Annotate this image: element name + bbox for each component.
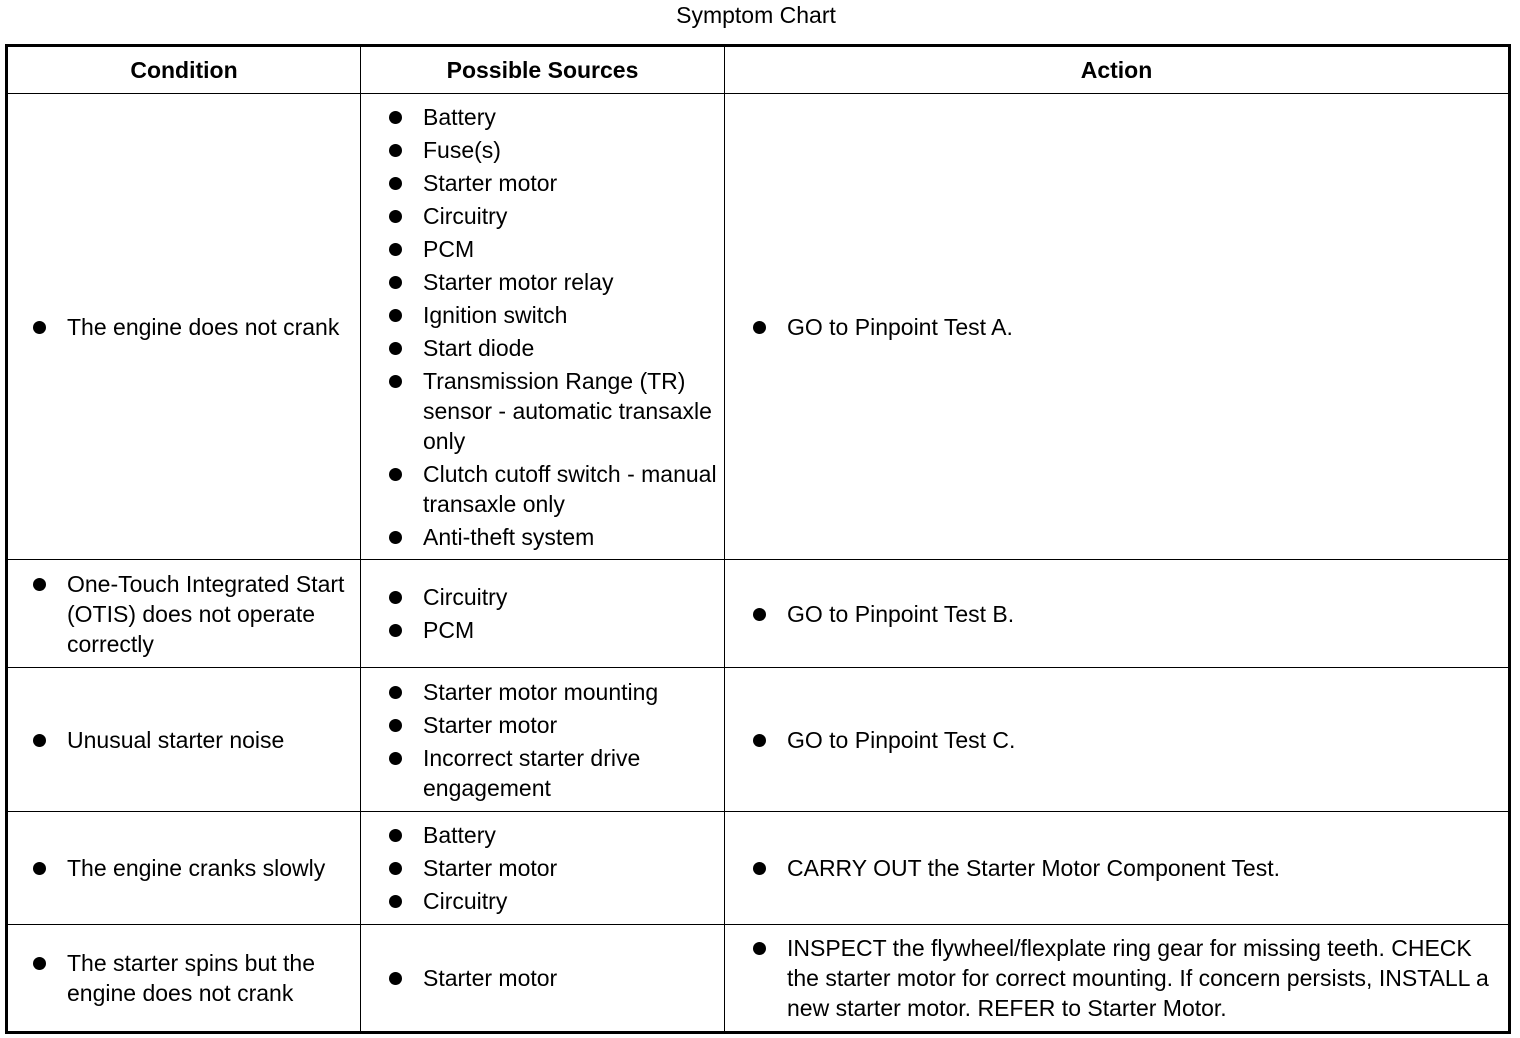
condition-item: The starter spins but the engine does not crank — [31, 948, 354, 1008]
source-item: Anti-theft system — [387, 522, 718, 552]
bullet-icon — [33, 578, 46, 591]
bullet-icon — [389, 686, 402, 699]
condition-item: The engine cranks slowly — [31, 853, 354, 883]
bullet-icon — [389, 719, 402, 732]
condition-cell — [7, 94, 361, 560]
bullet-icon — [389, 591, 402, 604]
table-row — [7, 812, 1510, 925]
source-item: Fuse(s) — [387, 135, 718, 165]
table-row — [7, 94, 1510, 560]
sources-cell — [361, 94, 725, 560]
table-row — [7, 668, 1510, 812]
action-cell — [725, 812, 1510, 925]
bullet-icon — [33, 862, 46, 875]
bullet-icon — [33, 734, 46, 747]
condition-cell — [7, 668, 361, 812]
bullet-icon — [389, 243, 402, 256]
bullet-icon — [389, 144, 402, 157]
source-item: Starter motor — [387, 168, 718, 198]
condition-cell — [7, 812, 361, 925]
header-action: Action — [725, 46, 1510, 94]
action-cell — [725, 925, 1510, 1033]
action-cell — [725, 560, 1510, 668]
action-cell — [725, 94, 1510, 560]
source-item: Clutch cutoff switch - manual transaxle only — [387, 459, 718, 519]
bullet-icon — [389, 829, 402, 842]
action-item: INSPECT the flywheel/flexplate ring gear for missing teeth. CHECK the starter motor for correct mounting. If concern persists, INSTALL a new starter motor. REFER to Starter Motor. — [751, 933, 1502, 1023]
action-item: GO to Pinpoint Test C. — [751, 725, 1502, 755]
bullet-icon — [389, 624, 402, 637]
bullet-icon — [389, 342, 402, 355]
bullet-icon — [753, 321, 766, 334]
bullet-icon — [389, 862, 402, 875]
bullet-icon — [753, 734, 766, 747]
table-row — [7, 925, 1510, 1033]
source-item: Starter motor mounting — [387, 677, 718, 707]
bullet-icon — [389, 276, 402, 289]
source-item: Ignition switch — [387, 300, 718, 330]
source-item: Starter motor — [387, 710, 718, 740]
sources-cell — [361, 925, 725, 1033]
source-item: PCM — [387, 234, 718, 264]
source-item: Transmission Range (TR) sensor - automatic transaxle only — [387, 366, 718, 456]
bullet-icon — [389, 531, 402, 544]
action-item: GO to Pinpoint Test A. — [751, 312, 1502, 342]
sources-cell — [361, 560, 725, 668]
header-possible-sources: Possible Sources — [361, 46, 725, 94]
bullet-icon — [753, 608, 766, 621]
sources-cell — [361, 812, 725, 925]
source-item: Start diode — [387, 333, 718, 363]
source-item: Starter motor — [387, 853, 718, 883]
bullet-icon — [33, 957, 46, 970]
header-row — [7, 46, 1510, 94]
condition-item: The engine does not crank — [31, 312, 354, 342]
symptom-table — [5, 44, 1511, 1034]
bullet-icon — [389, 972, 402, 985]
bullet-icon — [389, 468, 402, 481]
source-item: PCM — [387, 615, 718, 645]
bullet-icon — [33, 321, 46, 334]
bullet-icon — [389, 375, 402, 388]
sources-cell — [361, 668, 725, 812]
bullet-icon — [753, 862, 766, 875]
bullet-icon — [389, 895, 402, 908]
condition-item: One-Touch Integrated Start (OTIS) does not operate correctly — [31, 569, 354, 659]
bullet-icon — [753, 942, 766, 955]
condition-cell — [7, 560, 361, 668]
bullet-icon — [389, 111, 402, 124]
source-item: Battery — [387, 102, 718, 132]
header-condition: Condition — [7, 46, 361, 94]
source-item: Circuitry — [387, 886, 718, 916]
bullet-icon — [389, 752, 402, 765]
page-title: Symptom Chart — [676, 2, 836, 28]
bullet-icon — [389, 177, 402, 190]
source-item: Battery — [387, 820, 718, 850]
table-row — [7, 560, 1510, 668]
action-item: GO to Pinpoint Test B. — [751, 599, 1502, 629]
condition-cell — [7, 925, 361, 1033]
action-item: CARRY OUT the Starter Motor Component Test. — [751, 853, 1502, 883]
source-item: Circuitry — [387, 201, 718, 231]
source-item: Incorrect starter drive engagement — [387, 743, 718, 803]
condition-item: Unusual starter noise — [31, 725, 354, 755]
source-item: Circuitry — [387, 582, 718, 612]
bullet-icon — [389, 210, 402, 223]
source-item: Starter motor relay — [387, 267, 718, 297]
bullet-icon — [389, 309, 402, 322]
source-item: Starter motor — [387, 963, 718, 993]
action-cell — [725, 668, 1510, 812]
